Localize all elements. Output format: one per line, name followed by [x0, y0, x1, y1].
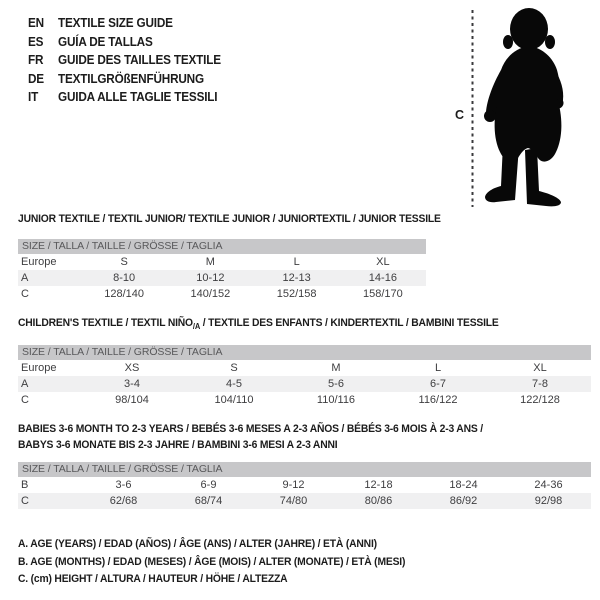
table-row: [18, 493, 591, 509]
toddler-silhouette-icon: [481, 6, 573, 208]
row-label: C: [21, 495, 29, 507]
size-cell: M: [331, 362, 341, 375]
size-cell: 98/104: [115, 394, 149, 407]
footnote-a: A. AGE (YEARS) / EDAD (AÑOS) / ÂGE (ANS) / ALTER (JAHRE) / ETÀ (ANNI): [18, 538, 377, 550]
size-cell: 10-12: [196, 272, 225, 284]
size-cell: S: [120, 256, 128, 268]
section-title-line2: BABYS 3-6 MONATE BIS 2-3 JAHRE / BAMBINI 3-6 MESI A 2-3 ANNI: [18, 439, 338, 451]
lang-row-it: [28, 88, 231, 107]
section-title: [18, 317, 557, 333]
height-measure-line-icon: [471, 10, 475, 207]
size-cell: L: [434, 362, 442, 375]
size-cell: 86/92: [449, 495, 478, 507]
footnote-b: B. AGE (MONTHS) / EDAD (MESES) / ÂGE (MOIS) / ALTER (MONATE) / ETÀ (MESI): [18, 555, 406, 568]
table-row: [18, 376, 591, 392]
size-cell: XL: [533, 362, 547, 375]
size-cell: S: [230, 362, 238, 375]
size-cell: 9-12: [282, 479, 305, 491]
size-cell: 104/110: [214, 394, 254, 407]
lang-label: TEXTILGRÖßENFÜHRUNG: [58, 71, 204, 86]
children-textile-section: [18, 317, 591, 408]
size-cell: XS: [124, 362, 140, 375]
size-cell: 3-6: [115, 479, 132, 491]
row-label: C: [21, 394, 29, 407]
table-row: [18, 360, 591, 376]
size-header-band: SIZE / TALLA / TAILLE / GRÖSSE / TAGLIA: [18, 462, 591, 477]
table-row: [18, 254, 426, 270]
size-cell: M: [205, 256, 215, 268]
lang-row-de: [28, 70, 231, 89]
row-label: A: [21, 272, 29, 284]
size-cell: 140/152: [190, 288, 231, 300]
row-label: B: [21, 479, 29, 491]
language-header: [28, 14, 231, 107]
title-part: CHILDREN'S TEXTILE / TEXTIL NIÑO: [18, 317, 193, 329]
size-cell: 5-6: [328, 378, 344, 391]
size-cell: XL: [376, 256, 390, 268]
lang-code: ES: [28, 34, 44, 49]
size-cell: 92/98: [534, 495, 563, 507]
height-dimension-label: C: [455, 108, 465, 122]
size-header-band: SIZE / TALLA / TAILLE / GRÖSSE / TAGLIA: [18, 345, 591, 360]
size-cell: 152/158: [276, 288, 317, 300]
size-cell: 116/122: [418, 394, 458, 407]
footnote-c: C. (cm) HEIGHT / ALTURA / HAUTEUR / HÖHE / ALTEZZA: [18, 573, 288, 585]
size-cell: 6-7: [430, 378, 446, 391]
table-row: [18, 477, 591, 493]
size-header-band: SIZE / TALLA / TAILLE / GRÖSSE / TAGLIA: [18, 239, 426, 254]
size-cell: 68/74: [194, 495, 223, 507]
size-table: [18, 477, 591, 509]
size-cell: 6-9: [200, 479, 217, 491]
table-row: [18, 286, 426, 302]
lang-label: GUIDA ALLE TAGLIE TESSILI: [58, 90, 218, 105]
table-row: [18, 392, 591, 408]
title-part: / TEXTILE DES ENFANTS / KINDERTEXTIL / BAMBINI TESSILE: [200, 317, 499, 329]
row-label: C: [21, 288, 29, 300]
size-cell: 128/140: [104, 288, 144, 300]
size-cell: 24-36: [534, 479, 563, 491]
size-cell: 7-8: [532, 378, 548, 391]
row-label: A: [21, 378, 29, 391]
size-table: [18, 254, 426, 302]
lang-code: FR: [28, 53, 44, 68]
lang-label: TEXTILE SIZE GUIDE: [58, 16, 173, 30]
size-cell: 110/116: [316, 394, 356, 407]
row-label: Europe: [21, 362, 57, 375]
lang-row-en: [28, 14, 231, 33]
size-cell: 74/80: [279, 495, 308, 507]
lang-row-fr: [28, 51, 231, 70]
size-cell: 80/86: [364, 495, 393, 507]
title-subscript: /A: [192, 322, 201, 332]
size-cell: 12-18: [364, 479, 393, 491]
size-table: [18, 360, 591, 408]
section-title: BABIES 3-6 MONTH TO 2-3 YEARS / BEBÉS 3-6 MESES A 2-3 AÑOS / BÉBÉS 3-6 MOIS À 2-3 ANS /: [18, 423, 483, 435]
junior-textile-section: [18, 213, 441, 302]
size-cell: 14-16: [368, 272, 397, 284]
size-cell: 18-24: [449, 479, 478, 491]
lang-row-es: [28, 33, 231, 52]
babies-textile-section: [18, 421, 591, 509]
lang-code: IT: [28, 90, 39, 105]
size-cell: 62/68: [109, 495, 138, 507]
section-title: JUNIOR TEXTILE / TEXTIL JUNIOR/ TEXTILE JUNIOR / JUNIORTEXTIL / JUNIOR TESSILE: [18, 213, 441, 225]
size-cell: 3-4: [124, 378, 140, 391]
size-cell: 4-5: [226, 378, 242, 391]
lang-label: GUIDE DES TAILLES TEXTILE: [58, 53, 221, 68]
legend-footnotes: [18, 536, 430, 589]
size-cell: L: [293, 256, 300, 268]
size-cell: 8-10: [113, 272, 136, 284]
row-label: Europe: [21, 256, 57, 268]
table-row: [18, 270, 426, 286]
lang-label: GUÍA DE TALLAS: [58, 34, 153, 49]
size-cell: 158/170: [362, 288, 403, 300]
size-cell: 122/128: [520, 394, 560, 407]
lang-code: DE: [28, 71, 44, 86]
lang-code: EN: [28, 16, 44, 30]
size-cell: 12-13: [282, 272, 311, 284]
